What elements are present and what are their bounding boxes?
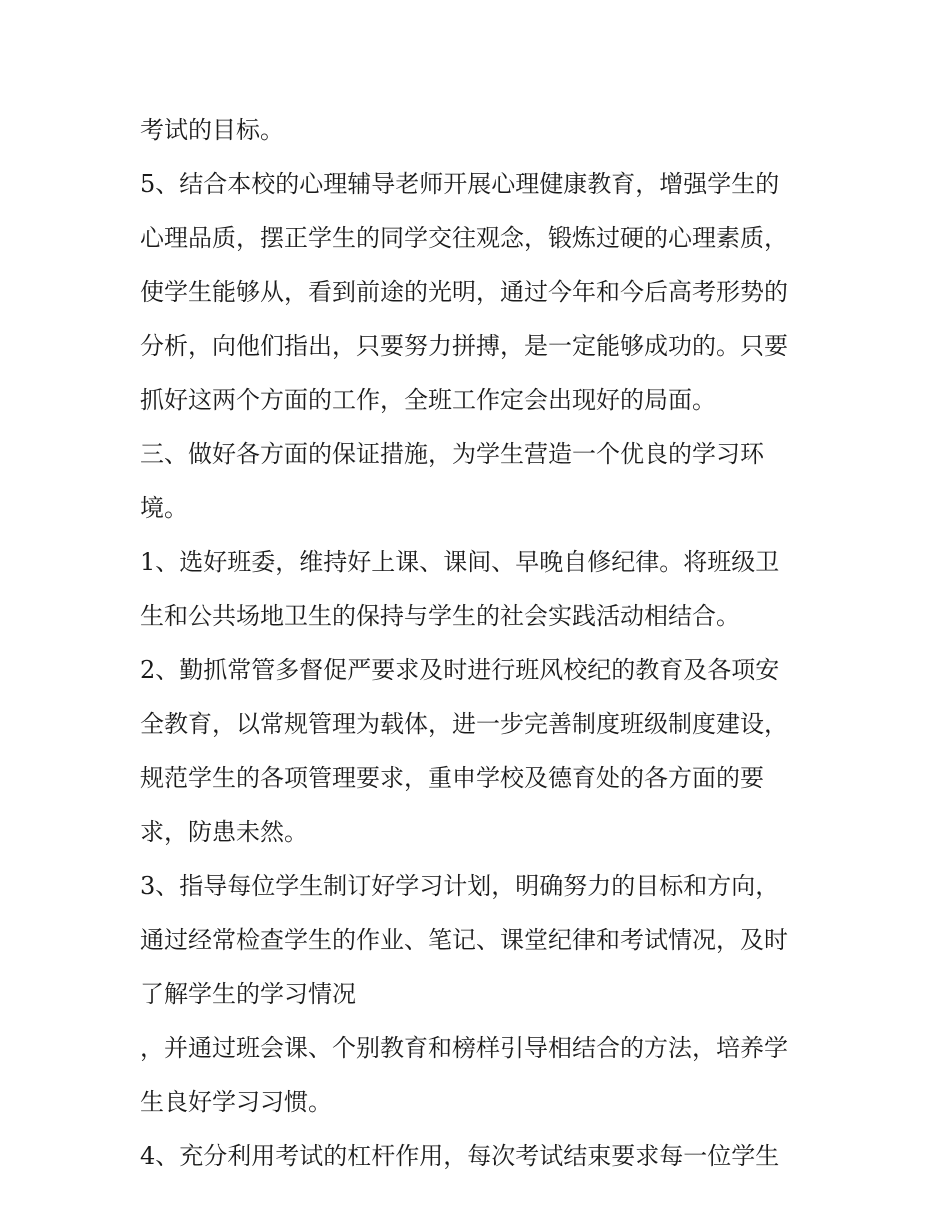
- text-line: 1、选好班委，维持好上课、课间、早晚自修纪律。将班级卫: [140, 548, 780, 576]
- text-line: 考试的目标。: [140, 116, 284, 144]
- text-line: ，并通过班会课、个别教育和榜样引导相结合的方法，培养学: [140, 1034, 788, 1062]
- text-line: 了解学生的学习情况: [140, 980, 356, 1008]
- text-line: 抓好这两个方面的工作，全班工作定会出现好的局面。: [140, 386, 716, 414]
- document-body: [140, 103, 830, 1183]
- text-line: 三、做好各方面的保证措施，为学生营造一个优良的学习环: [140, 440, 764, 468]
- text-line: 生良好学习习惯。: [140, 1088, 332, 1116]
- text-line: 5、结合本校的心理辅导老师开展心理健康教育，增强学生的: [140, 170, 780, 198]
- text-line: 求，防患未然。: [140, 818, 308, 846]
- text-line: 3、指导每位学生制订好学习计划，明确努力的目标和方向，: [140, 872, 780, 900]
- text-line: 通过经常检查学生的作业、笔记、课堂纪律和考试情况，及时: [140, 926, 788, 954]
- text-line: 规范学生的各项管理要求，重申学校及德育处的各方面的要: [140, 764, 764, 792]
- text-line: 心理品质，摆正学生的同学交往观念，锻炼过硬的心理素质，: [140, 224, 788, 252]
- text-line: 2、勤抓常管多督促严要求及时进行班风校纪的教育及各项安: [140, 656, 780, 684]
- text-line: 全教育，以常规管理为载体，进一步完善制度班级制度建设，: [140, 710, 788, 738]
- text-line: 分析，向他们指出，只要努力拼搏，是一定能够成功的。只要: [140, 332, 788, 360]
- text-line: 4、充分利用考试的杠杆作用，每次考试结束要求每一位学生: [140, 1142, 780, 1170]
- text-line: 生和公共场地卫生的保持与学生的社会实践活动相结合。: [140, 602, 740, 630]
- text-line: 使学生能够从，看到前途的光明，通过今年和今后高考形势的: [140, 278, 788, 306]
- text-line: 境。: [140, 494, 188, 522]
